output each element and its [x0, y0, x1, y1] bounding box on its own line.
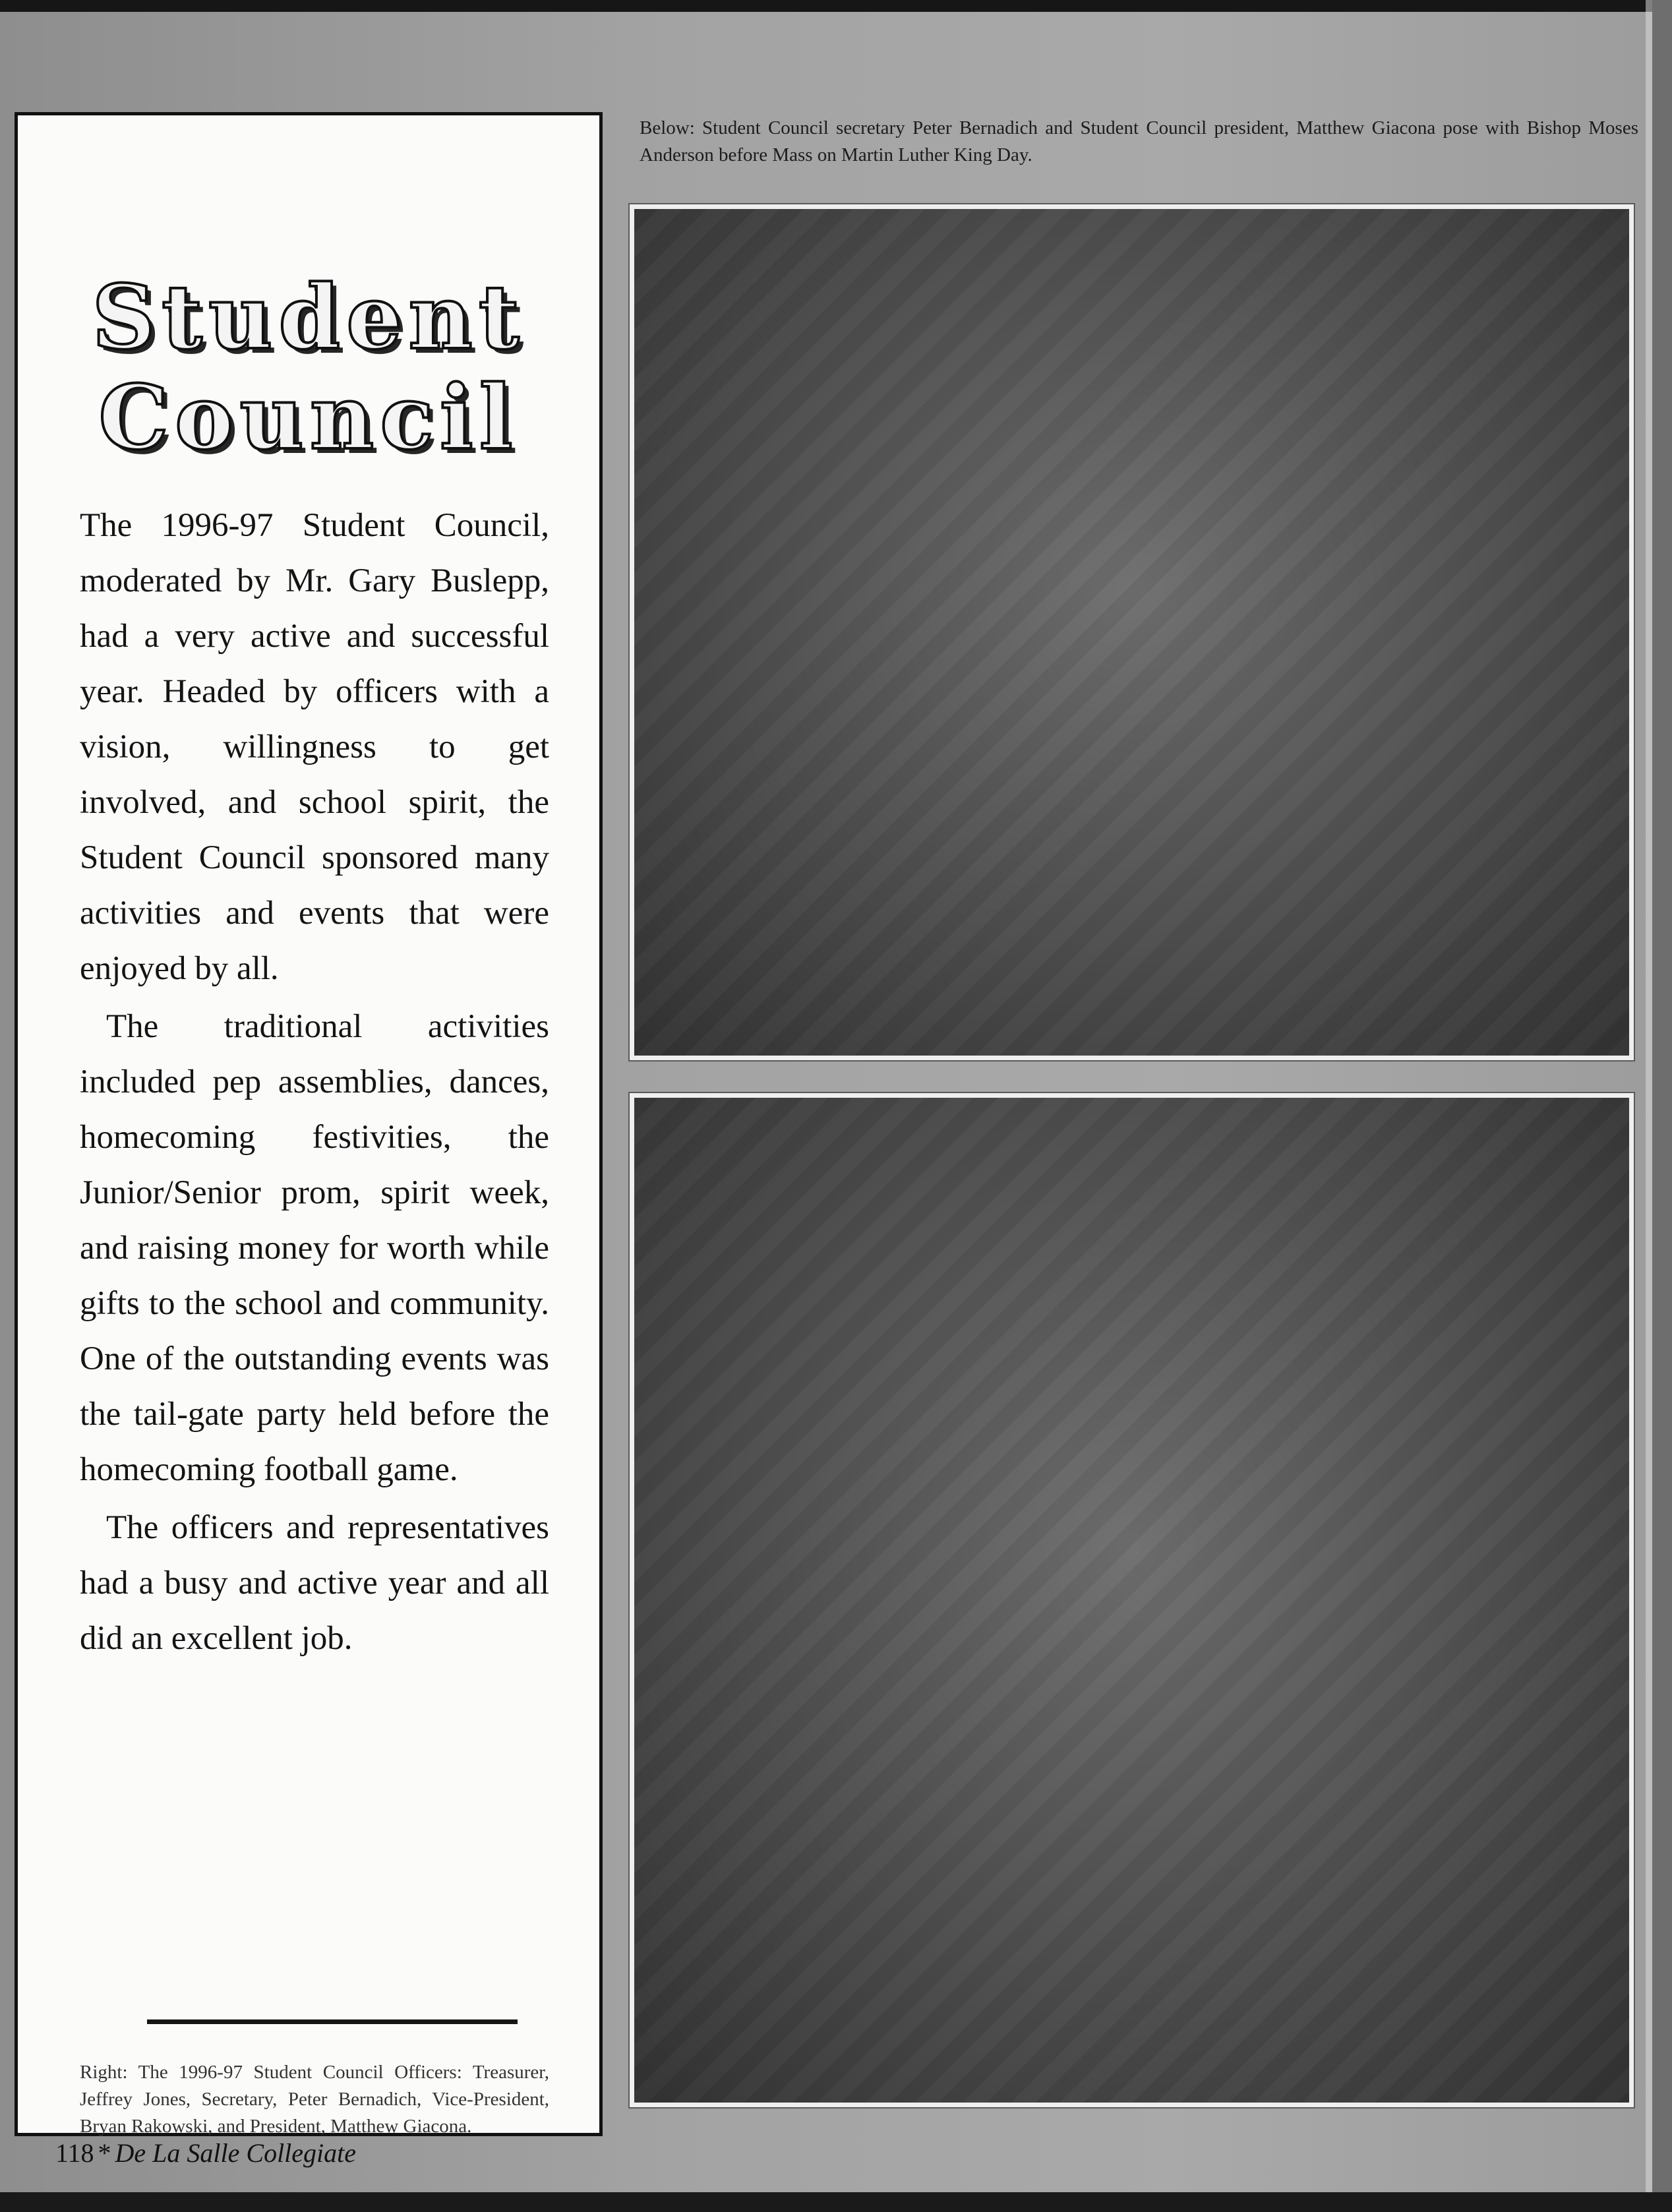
council-officers-photo — [630, 1093, 1634, 2107]
officers-caption: Right: The 1996-97 Student Council Officers: Treasurer, Jeffrey Jones, Secretary, Peter Bernadich, Vice-President, Bryan Rakowski, and President, Matthew Giacona. — [80, 2062, 549, 2137]
page-number: 118 — [55, 2138, 94, 2168]
text-panel — [15, 112, 603, 2136]
photo-placeholder — [634, 209, 1629, 1056]
article-body — [80, 498, 549, 1666]
page-title — [18, 267, 599, 467]
paragraph-1: The 1996-97 Student Council, moderated by Mr. Gary Buslepp, had a very active and successful year. Headed by officers with a vision, willingness to get involved, and school spirit, the Student Council sponsored many activities and events that were enjoyed by all. — [80, 507, 549, 987]
title-line-2: Council — [98, 365, 519, 469]
school-name: De La Salle Collegiate — [115, 2138, 357, 2168]
bishop-anderson-photo — [630, 204, 1634, 1060]
scan-border-bottom — [0, 2192, 1672, 2212]
divider-rule — [147, 2019, 518, 2024]
folio-separator: * — [98, 2138, 111, 2168]
page-edge-highlight — [1646, 0, 1652, 2212]
bishop-photo-caption: Below: Student Council secretary Peter Bernadich and Student Council president, Matthew Giacona pose with Bishop Moses Anderson before Mass on Martin Luther King Day. — [640, 117, 1638, 165]
photo-placeholder — [634, 1098, 1629, 2103]
page-folio — [55, 2137, 356, 2169]
scan-border-right — [1652, 0, 1672, 2212]
title-line-1: Student — [92, 265, 525, 369]
paragraph-2: The traditional activities included pep assemblies, dances, homecoming festivities, the Junior/Senior prom, spirit week, and raising money for worth while gifts to the school and community. One of the outstanding events was the tail-gate party held before the homecoming football game. — [80, 1008, 549, 1488]
paragraph-3: The officers and representatives had a busy and active year and all did an excellent job. — [80, 1509, 549, 1657]
scan-border-top — [0, 0, 1672, 12]
